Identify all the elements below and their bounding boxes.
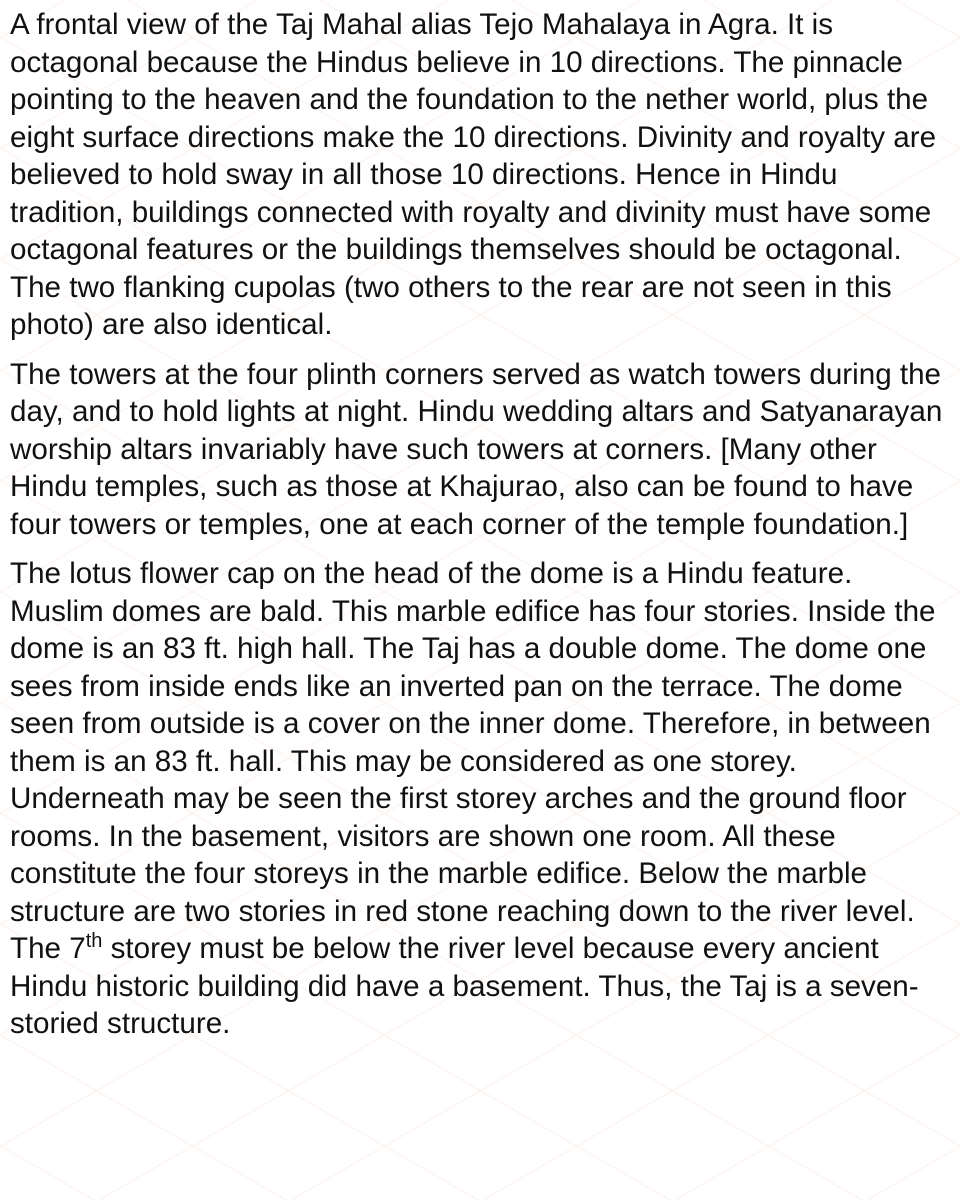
paragraph-corner-towers: The towers at the four plinth corners served as watch towers during the day, and to hold lights at night. Hindu wedding altars and Satyanarayan worship altars invariably have such towers at corners. [Many other Hindu temples, such as those at Khajurao, also can be found to have four towers or temples, one at each corner of the temple foundation.] [10, 357, 943, 541]
paragraph-seven-storeys [10, 555, 951, 1043]
paragraph-seven-storeys-text-before: The lotus flower cap on the head of the dome is a Hindu feature. Muslim domes are bald. This marble edifice has four stories. Inside the dome is an 83 ft. high hall. The Taj has a double dome. The dome one sees from inside ends like an inverted pan on the terrace. The dome seen from outside is a cover on the inner dome. Therefore, in between them is an 83 ft. hall. This may be considered as one storey. Underneath may be seen the first storey arches and the ground floor rooms. In the basement, visitors are shown one room. All these constitute the four storeys in the marble edifice. Below the marble structure are two stories in red stone reaching down to the river level. The 7 [10, 557, 936, 965]
ordinal-superscript: th [85, 930, 103, 953]
paragraph-octagonal-shape: A frontal view of the Taj Mahal alias Tejo Mahalaya in Agra. It is octagonal because the Hindus believe in 10 directions. The pinnacle pointing to the heaven and the foundation to the nether world, plus the eight surface directions make the 10 directions. Divinity and royalty are believed to hold sway in all those 10 directions. Hence in Hindu tradition, buildings connected with royalty and divinity must have some octagonal features or the buildings themselves should be octagonal. The two flanking cupolas (two others to the rear are not seen in this photo) are also identical. [10, 8, 937, 341]
paragraph-seven-storeys-text-after: storey must be below the river level because every ancient Hindu historic building did have a basement. Thus, the Taj is a seven-storied structure. [10, 932, 919, 1040]
